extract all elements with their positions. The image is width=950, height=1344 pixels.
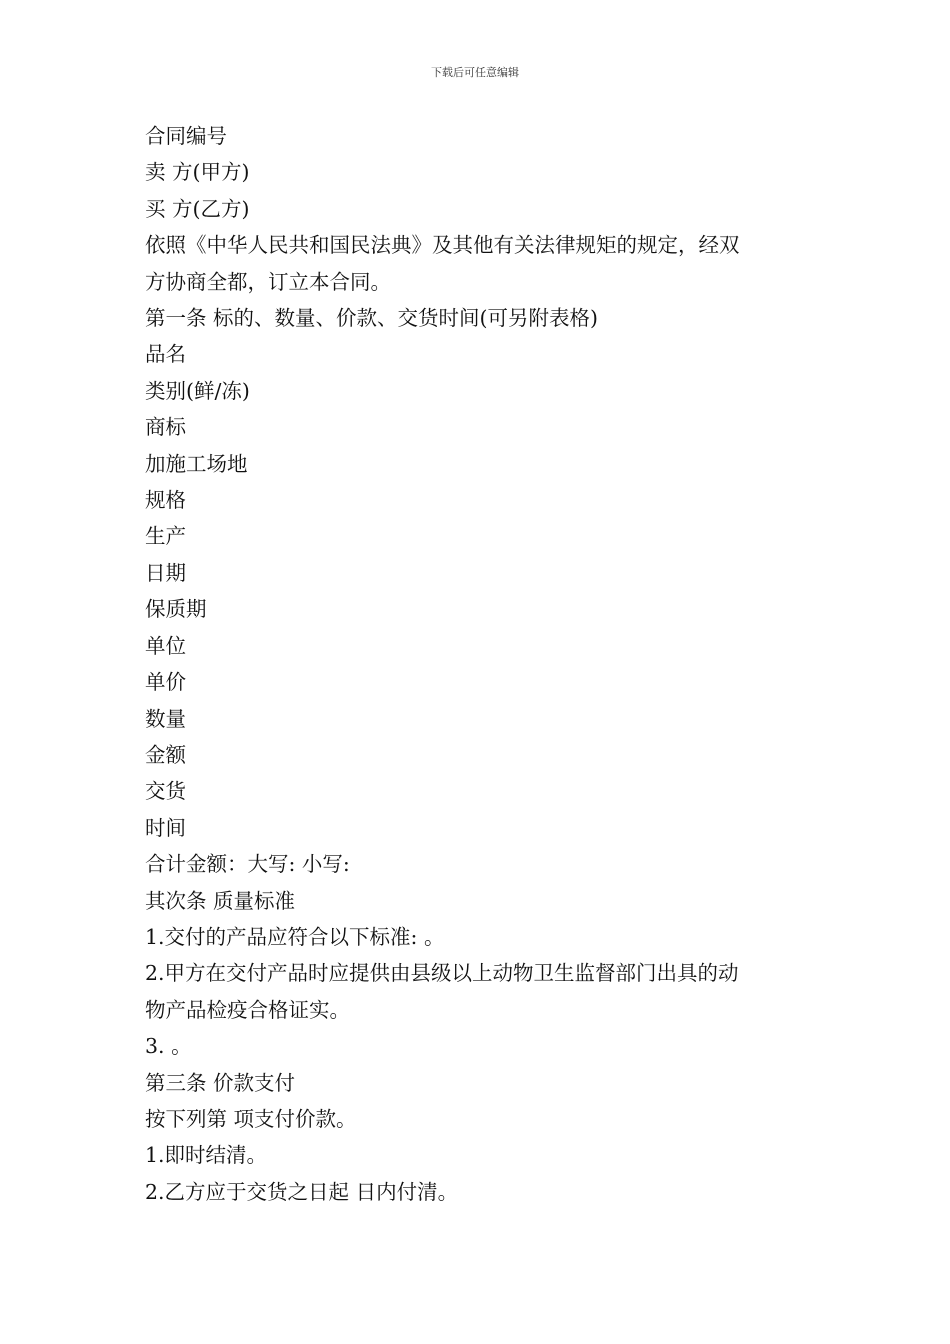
contract-number-label: 合同编号 [145,124,227,148]
field-shelf-life: 保质期 [145,597,207,622]
article-2-heading: 其次条 质量标准 [145,888,296,913]
field-category: 类别(鲜/冻) [145,378,250,403]
article-3-item-2: 2.乙方应于交货之日起 日内付清。 [145,1179,459,1204]
field-delivery: 交货 [145,779,186,804]
field-amount: 金额 [145,742,186,767]
field-trademark: 商标 [145,415,186,440]
article-3-heading: 第三条 价款支付 [145,1070,296,1095]
article-3-intro: 按下列第 项支付价款。 [145,1106,357,1131]
preamble-line-2: 方协商全都，订立本合同。 [145,269,391,294]
field-processing-site: 加施工场地 [145,451,248,476]
article-1-heading: 第一条 标的、数量、价款、交货时间(可另附表格) [145,306,599,331]
article-2-item-1: 1.交付的产品应符合以下标准: 。 [145,924,445,949]
buyer-party-label: 买 方(乙方) [145,196,250,221]
total-amount-line: 合计金额：大写: 小写: [145,852,350,877]
article-2-item-2-line-2: 物产品检疫合格证实。 [145,997,350,1022]
page-header-note: 下载后可任意编辑 [431,66,519,79]
field-production: 生产 [145,524,186,549]
field-specification: 规格 [145,488,186,513]
field-product-name: 品名 [145,342,186,367]
field-date: 日期 [145,560,186,585]
article-3-item-1: 1.即时结清。 [145,1143,268,1168]
field-unit: 单位 [145,633,186,658]
article-2-item-2-line-1: 2.甲方在交付产品时应提供由县级以上动物卫生监督部门出具的动 [145,961,739,986]
field-time: 时间 [145,815,186,840]
document-body [145,118,815,1210]
field-quantity: 数量 [145,706,186,731]
preamble-line-1: 依照《中华人民共和国民法典》及其他有关法律规矩的规定，经双 [145,233,740,258]
seller-party-label: 卖 方(甲方) [145,160,250,185]
article-2-item-3: 3. 。 [145,1034,192,1059]
field-unit-price: 单价 [145,670,186,695]
